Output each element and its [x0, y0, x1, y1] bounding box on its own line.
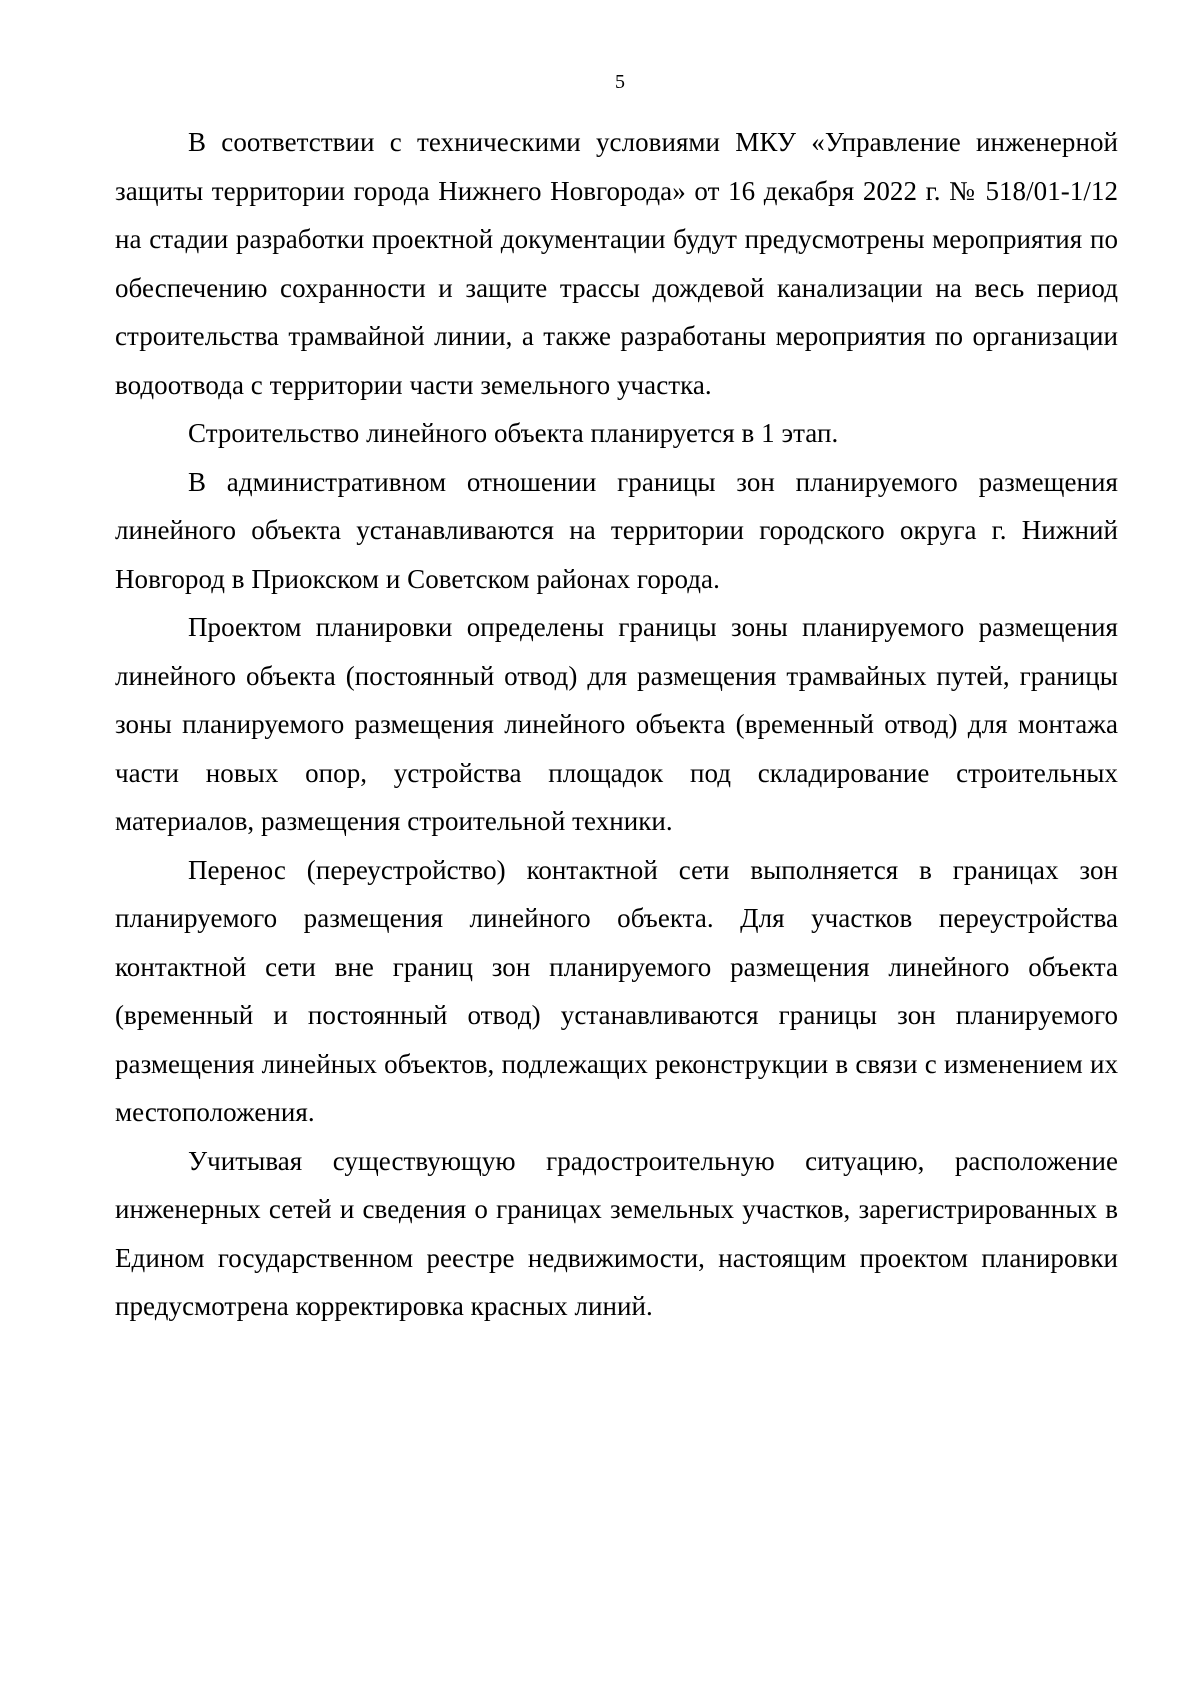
- paragraph-administrative-location: В административном отношении границы зон планируемого размещения линейного объекта устанавливаются на территории городского округа г. Нижний Новгород в Приокском и Советском районах города.: [115, 466, 1118, 594]
- paragraph-contact-network: Перенос (переустройство) контактной сети выполняется в границах зон планируемого размещения линейного объекта. Для участков переустройства контактной сети вне границ зон планируемого размещения линейного объекта (временный и постоянный отвод) устанавливаются границы зон планируемого размещения линейных объектов, подлежащих реконструкции в связи с изменением их местоположения.: [115, 854, 1118, 1127]
- paragraph-red-lines: Учитывая существующую градостроительную ситуацию, расположение инженерных сетей и сведения о границах земельных участков, зарегистрированных в Едином государственном реестре недвижимости, настоящим проектом планировки предусмотрена корректировка красных линий.: [115, 1145, 1118, 1321]
- page-number: 5: [615, 71, 625, 93]
- paragraph-construction-stage: Строительство линейного объекта планируется в 1 этап.: [188, 418, 839, 448]
- document-body: [115, 118, 1118, 1331]
- paragraph-planning-boundaries: Проектом планировки определены границы зоны планируемого размещения линейного объекта (постоянный отвод) для размещения трамвайных путей, границы зоны планируемого размещения линейного объекта (временный отвод) для монтажа части новых опор, устройства площадок под складирование строительных материалов, размещения строительной техники.: [115, 612, 1118, 836]
- paragraph-technical-conditions: В соответствии с техническими условиями МКУ «Управление инженерной защиты территории города Нижнего Новгорода» от 16 декабря 2022 г. № 518/01-1/12 на стадии разработки проектной документации будут предусмотрены мероприятия по обеспечению сохранности и защите трассы дождевой канализации на весь период строительства трамвайной линии, а также разработаны мероприятия по организации водоотвода с территории части земельного участка.: [115, 127, 1118, 400]
